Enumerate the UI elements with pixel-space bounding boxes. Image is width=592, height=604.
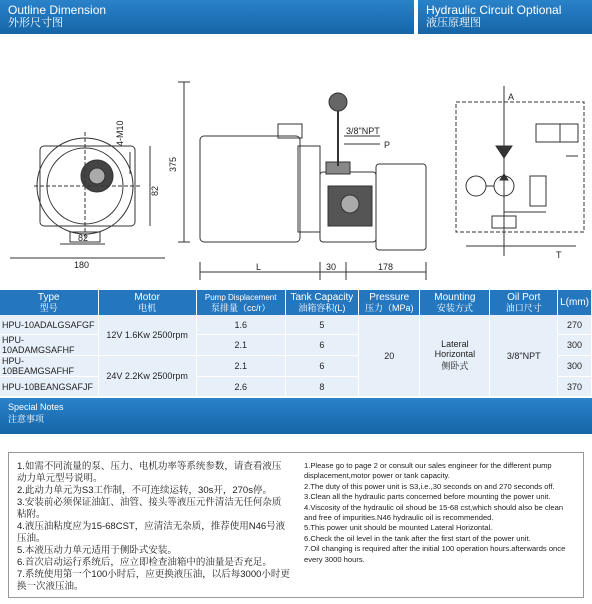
- col-motor: Motor 电机: [98, 290, 196, 315]
- row-pressure: 20: [359, 315, 420, 397]
- mounting-cn: 侧卧式: [441, 361, 469, 371]
- dim-82-vertical: 82: [150, 185, 160, 196]
- note-cn: 6.首次启动运行系统后，应立即检查油箱中的油量是否充足。: [17, 557, 272, 568]
- directional-valve: [536, 124, 560, 142]
- row-motor: 12V 1.6Kw 2500rpm: [98, 315, 196, 356]
- port-T-label: T: [556, 250, 562, 260]
- row-model: HPU-10BEAMGSAFHF: [0, 356, 98, 377]
- note-cn: 2.此动力单元为S3工作制，不可连续运转，30s开，270s停。: [17, 485, 272, 496]
- outline-title-en: Outline Dimension: [8, 3, 107, 17]
- note-cn: 7.系统使用第一个100小时后，应更换液压油，以后每3000小时更换一次液压油。: [17, 569, 290, 592]
- note-en: 1.Please go to page 2 or consult our sales engineer for the different pump displacement,motor power or tank capacity.: [304, 461, 552, 481]
- circuit-title-en: Hydraulic Circuit Optional: [426, 3, 562, 17]
- row-pump: 2.1: [196, 335, 285, 356]
- col-mounting: Mounting 安装方式: [420, 290, 490, 315]
- dim-82-horizontal: 82: [78, 233, 89, 243]
- note-en: 2.The duty of this power unit is S3,i.e.,30 seconds on and 270 seconds off.: [304, 481, 555, 491]
- dim-npt: 3/8"NPT: [346, 126, 380, 136]
- row-tank: 5: [285, 315, 359, 335]
- note-cn: 3.安装前必须保证油缸、油管、接头等液压元件清洁无任何杂质粘附。: [17, 497, 282, 520]
- note-en: 7.Oil changing is required after the initial 100 operation hours.afterwards once every 3000 hours.: [304, 544, 566, 564]
- row-tank: 8: [285, 377, 359, 397]
- col-pump-displacement: Pump Displacement 泵排量（cc/r）: [196, 290, 285, 315]
- note-cn: 4.液压油粘度应为15-68CST，应清洁无杂质，推荐使用N46号液压油。: [17, 521, 286, 544]
- col-type: Type 型号: [0, 290, 98, 315]
- port-A-label: A: [508, 92, 515, 102]
- spec-table: [0, 290, 592, 397]
- mounting-en-1: Lateral: [441, 339, 469, 349]
- row-length: 300: [558, 356, 592, 377]
- dim-30: 30: [326, 262, 337, 272]
- outline-drawing-svg: [0, 36, 440, 298]
- outline-title-cn: 外形尺寸图: [8, 17, 63, 29]
- row-model: HPU-10ADALGSAFGF: [0, 315, 98, 335]
- row-model: HPU-10ADAMGSAFHF: [0, 335, 98, 356]
- row-pump: 2.6: [196, 377, 285, 397]
- col-length: L(mm): [558, 290, 592, 315]
- special-notes-title-cn: 注意事项: [8, 414, 45, 424]
- special-notes-title-en: Special Notes: [8, 402, 64, 412]
- row-length: 270: [558, 315, 592, 335]
- check-valve-symbol: [496, 146, 512, 158]
- row-length: 300: [558, 335, 592, 356]
- row-mounting: [420, 315, 490, 397]
- row-model: HPU-10BEANGSAFJF: [0, 377, 98, 397]
- outline-dimension-header: [0, 0, 414, 34]
- outline-drawing: [0, 36, 440, 298]
- dim-375: 375: [168, 156, 178, 172]
- note-en: 6.Check the oil level in the tank after the first start of the power unit.: [304, 533, 531, 543]
- row-oil-port: 3/8"NPT: [490, 315, 558, 397]
- row-tank: 6: [285, 335, 359, 356]
- note-cn: 5.本液压动力单元适用于侧卧式安装。: [17, 545, 177, 556]
- note-en: 4.Viscosity of the hydraulic oil shoud be 15-68 cst,which should also be clean and free of impurities.N46 hydraulic oil is recommended.: [304, 502, 564, 523]
- row-pump: 2.1: [196, 356, 285, 377]
- row-pump: 1.6: [196, 315, 285, 335]
- dim-180: 180: [74, 260, 90, 270]
- dim-4m10: 4-M10: [115, 120, 125, 146]
- motor-symbol: [466, 176, 486, 196]
- tank-body: [200, 136, 300, 242]
- table-row: [0, 315, 592, 335]
- hydraulic-circuit-diagram: [446, 36, 592, 298]
- mounting-en-2: Horizontal: [434, 349, 476, 359]
- row-tank: 6: [285, 356, 359, 377]
- notes-english: [296, 453, 583, 597]
- relief-valve: [530, 176, 546, 206]
- notes-chinese: [9, 453, 296, 597]
- col-oil-port: Oil Port 油口尺寸: [490, 290, 558, 315]
- circuit-svg: [446, 36, 592, 298]
- special-notes-header: [0, 398, 592, 434]
- col-tank-capacity: Tank Capacity 油箱容积(L): [285, 290, 359, 315]
- dim-L: L: [256, 262, 262, 272]
- port-P: P: [384, 140, 391, 150]
- hydraulic-circuit-header: [418, 0, 592, 34]
- row-length: 370: [558, 377, 592, 397]
- note-en: 3.Clean all the hydraulic parts concerned before mounting the power unit.: [304, 492, 551, 502]
- notes-box: [8, 452, 584, 598]
- col-pressure: Pressure 压力（MPa): [359, 290, 420, 315]
- circuit-title-cn: 液压原理图: [426, 17, 481, 29]
- note-cn: 1.如需不同流量的泵、压力、电机功率等系统参数，请查看液压动力单元型号说明。: [17, 461, 282, 484]
- dim-178: 178: [378, 262, 394, 272]
- note-en: 5.This power unit should be mounted Lateral Horizontal.: [304, 523, 493, 533]
- row-motor: 24V 2.2Kw 2500rpm: [98, 356, 196, 397]
